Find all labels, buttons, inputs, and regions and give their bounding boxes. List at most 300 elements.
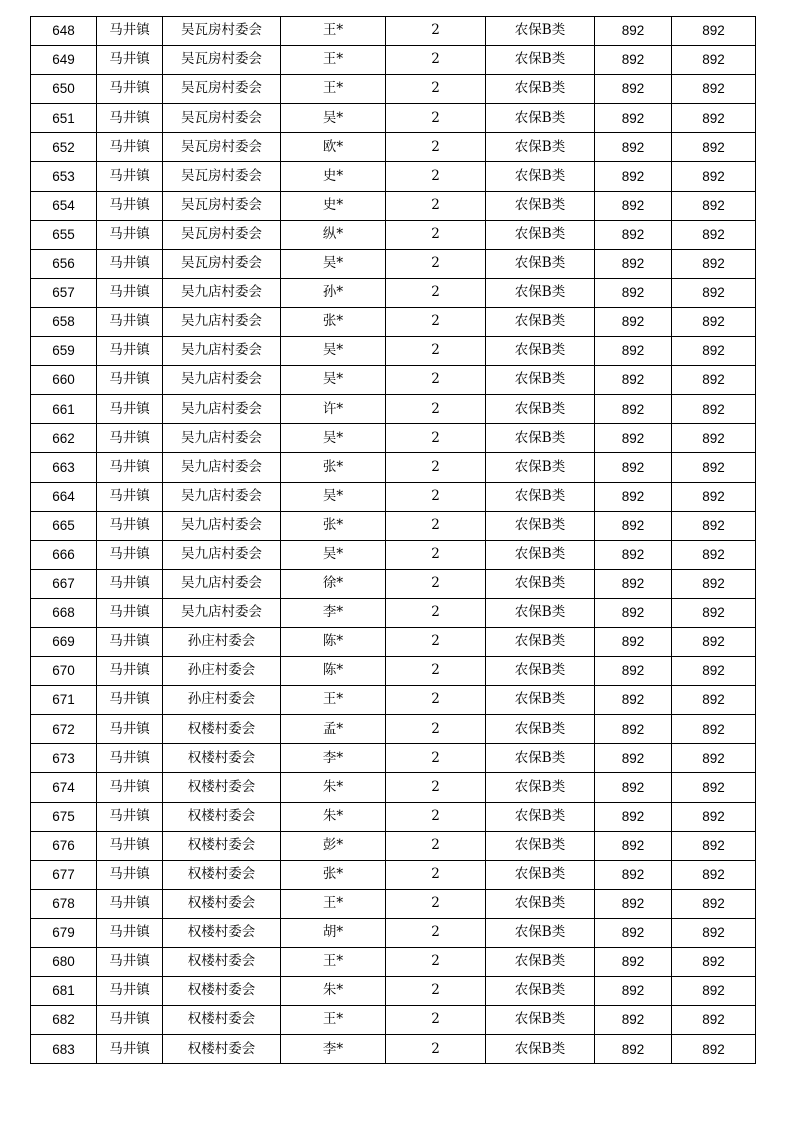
category-cell: 农保B类 (486, 395, 595, 424)
town-cell: 马井镇 (97, 220, 163, 249)
count-cell: 2 (386, 627, 486, 656)
category-cell: 农保B类 (486, 918, 595, 947)
town-cell: 马井镇 (97, 860, 163, 889)
town-cell: 马井镇 (97, 598, 163, 627)
payment-amount-cell: 892 (672, 278, 756, 307)
row-number-cell: 661 (31, 395, 97, 424)
name-cell: 陈* (281, 627, 386, 656)
town-cell: 马井镇 (97, 1035, 163, 1064)
category-cell: 农保B类 (486, 220, 595, 249)
payment-amount-cell: 892 (672, 569, 756, 598)
category-cell: 农保B类 (486, 337, 595, 366)
table-row (31, 424, 756, 453)
row-number-cell: 657 (31, 278, 97, 307)
row-number-cell: 668 (31, 598, 97, 627)
name-cell: 吴* (281, 540, 386, 569)
payment-amount-cell: 892 (672, 860, 756, 889)
village-committee-cell: 孙庄村委会 (163, 657, 281, 686)
category-cell: 农保B类 (486, 540, 595, 569)
village-committee-cell: 吴九店村委会 (163, 540, 281, 569)
payment-amount-cell: 892 (672, 511, 756, 540)
table-row (31, 802, 756, 831)
count-cell: 2 (386, 307, 486, 336)
row-number-cell: 678 (31, 889, 97, 918)
category-cell: 农保B类 (486, 831, 595, 860)
payment-amount-cell: 892 (672, 889, 756, 918)
category-cell: 农保B类 (486, 948, 595, 977)
village-committee-cell: 吴瓦房村委会 (163, 17, 281, 46)
table-body (31, 17, 756, 1064)
name-cell: 王* (281, 46, 386, 75)
village-committee-cell: 吴瓦房村委会 (163, 104, 281, 133)
name-cell: 欧* (281, 133, 386, 162)
payment-amount-cell: 892 (672, 482, 756, 511)
village-committee-cell: 吴九店村委会 (163, 278, 281, 307)
standard-amount-cell: 892 (595, 366, 672, 395)
payment-amount-cell: 892 (672, 802, 756, 831)
village-committee-cell: 权楼村委会 (163, 802, 281, 831)
name-cell: 吴* (281, 482, 386, 511)
village-committee-cell: 吴瓦房村委会 (163, 75, 281, 104)
village-committee-cell: 吴瓦房村委会 (163, 220, 281, 249)
name-cell: 纵* (281, 220, 386, 249)
category-cell: 农保B类 (486, 627, 595, 656)
table-row (31, 278, 756, 307)
table-row (31, 948, 756, 977)
table-row (31, 889, 756, 918)
count-cell: 2 (386, 511, 486, 540)
table-row (31, 104, 756, 133)
name-cell: 陈* (281, 657, 386, 686)
row-number-cell: 650 (31, 75, 97, 104)
name-cell: 吴* (281, 337, 386, 366)
standard-amount-cell: 892 (595, 773, 672, 802)
payment-amount-cell: 892 (672, 366, 756, 395)
category-cell: 农保B类 (486, 598, 595, 627)
name-cell: 朱* (281, 802, 386, 831)
standard-amount-cell: 892 (595, 75, 672, 104)
name-cell: 许* (281, 395, 386, 424)
standard-amount-cell: 892 (595, 220, 672, 249)
town-cell: 马井镇 (97, 715, 163, 744)
count-cell: 2 (386, 453, 486, 482)
standard-amount-cell: 892 (595, 17, 672, 46)
standard-amount-cell: 892 (595, 133, 672, 162)
name-cell: 吴* (281, 366, 386, 395)
category-cell: 农保B类 (486, 569, 595, 598)
standard-amount-cell: 892 (595, 162, 672, 191)
standard-amount-cell: 892 (595, 1006, 672, 1035)
town-cell: 马井镇 (97, 627, 163, 656)
table-row (31, 657, 756, 686)
name-cell: 王* (281, 1006, 386, 1035)
count-cell: 2 (386, 918, 486, 947)
category-cell: 农保B类 (486, 133, 595, 162)
subsidy-roster-table (30, 16, 756, 1064)
category-cell: 农保B类 (486, 977, 595, 1006)
name-cell: 朱* (281, 773, 386, 802)
village-committee-cell: 孙庄村委会 (163, 627, 281, 656)
town-cell: 马井镇 (97, 773, 163, 802)
table-row (31, 773, 756, 802)
category-cell: 农保B类 (486, 860, 595, 889)
town-cell: 马井镇 (97, 278, 163, 307)
count-cell: 2 (386, 249, 486, 278)
town-cell: 马井镇 (97, 686, 163, 715)
name-cell: 张* (281, 453, 386, 482)
category-cell: 农保B类 (486, 511, 595, 540)
name-cell: 李* (281, 598, 386, 627)
town-cell: 马井镇 (97, 831, 163, 860)
category-cell: 农保B类 (486, 75, 595, 104)
payment-amount-cell: 892 (672, 744, 756, 773)
category-cell: 农保B类 (486, 715, 595, 744)
town-cell: 马井镇 (97, 657, 163, 686)
row-number-cell: 675 (31, 802, 97, 831)
category-cell: 农保B类 (486, 482, 595, 511)
table-row (31, 918, 756, 947)
row-number-cell: 652 (31, 133, 97, 162)
table-row (31, 569, 756, 598)
town-cell: 马井镇 (97, 569, 163, 598)
town-cell: 马井镇 (97, 948, 163, 977)
standard-amount-cell: 892 (595, 977, 672, 1006)
payment-amount-cell: 892 (672, 948, 756, 977)
village-committee-cell: 吴瓦房村委会 (163, 46, 281, 75)
row-number-cell: 677 (31, 860, 97, 889)
name-cell: 李* (281, 1035, 386, 1064)
payment-amount-cell: 892 (672, 395, 756, 424)
row-number-cell: 667 (31, 569, 97, 598)
category-cell: 农保B类 (486, 1006, 595, 1035)
table-row (31, 337, 756, 366)
row-number-cell: 659 (31, 337, 97, 366)
category-cell: 农保B类 (486, 249, 595, 278)
table-row (31, 627, 756, 656)
table-row (31, 75, 756, 104)
town-cell: 马井镇 (97, 366, 163, 395)
village-committee-cell: 权楼村委会 (163, 1006, 281, 1035)
table-row (31, 133, 756, 162)
standard-amount-cell: 892 (595, 598, 672, 627)
category-cell: 农保B类 (486, 773, 595, 802)
count-cell: 2 (386, 802, 486, 831)
town-cell: 马井镇 (97, 162, 163, 191)
standard-amount-cell: 892 (595, 307, 672, 336)
standard-amount-cell: 892 (595, 1035, 672, 1064)
town-cell: 马井镇 (97, 104, 163, 133)
standard-amount-cell: 892 (595, 511, 672, 540)
town-cell: 马井镇 (97, 977, 163, 1006)
payment-amount-cell: 892 (672, 686, 756, 715)
town-cell: 马井镇 (97, 511, 163, 540)
village-committee-cell: 权楼村委会 (163, 744, 281, 773)
count-cell: 2 (386, 889, 486, 918)
count-cell: 2 (386, 278, 486, 307)
count-cell: 2 (386, 482, 486, 511)
name-cell: 孟* (281, 715, 386, 744)
town-cell: 马井镇 (97, 337, 163, 366)
table-row (31, 395, 756, 424)
count-cell: 2 (386, 977, 486, 1006)
row-number-cell: 676 (31, 831, 97, 860)
table-row (31, 453, 756, 482)
village-committee-cell: 吴九店村委会 (163, 395, 281, 424)
count-cell: 2 (386, 860, 486, 889)
table-row (31, 744, 756, 773)
table-row (31, 715, 756, 744)
table-row (31, 540, 756, 569)
standard-amount-cell: 892 (595, 889, 672, 918)
table-row (31, 860, 756, 889)
standard-amount-cell: 892 (595, 424, 672, 453)
category-cell: 农保B类 (486, 1035, 595, 1064)
name-cell: 张* (281, 511, 386, 540)
standard-amount-cell: 892 (595, 482, 672, 511)
town-cell: 马井镇 (97, 744, 163, 773)
name-cell: 李* (281, 744, 386, 773)
payment-amount-cell: 892 (672, 249, 756, 278)
count-cell: 2 (386, 569, 486, 598)
category-cell: 农保B类 (486, 307, 595, 336)
count-cell: 2 (386, 162, 486, 191)
town-cell: 马井镇 (97, 395, 163, 424)
table-row (31, 482, 756, 511)
village-committee-cell: 孙庄村委会 (163, 686, 281, 715)
payment-amount-cell: 892 (672, 598, 756, 627)
payment-amount-cell: 892 (672, 133, 756, 162)
payment-amount-cell: 892 (672, 17, 756, 46)
standard-amount-cell: 892 (595, 249, 672, 278)
row-number-cell: 682 (31, 1006, 97, 1035)
category-cell: 农保B类 (486, 17, 595, 46)
town-cell: 马井镇 (97, 133, 163, 162)
town-cell: 马井镇 (97, 307, 163, 336)
row-number-cell: 655 (31, 220, 97, 249)
village-committee-cell: 吴九店村委会 (163, 366, 281, 395)
standard-amount-cell: 892 (595, 569, 672, 598)
name-cell: 王* (281, 686, 386, 715)
payment-amount-cell: 892 (672, 540, 756, 569)
category-cell: 农保B类 (486, 191, 595, 220)
town-cell: 马井镇 (97, 918, 163, 947)
row-number-cell: 654 (31, 191, 97, 220)
town-cell: 马井镇 (97, 1006, 163, 1035)
row-number-cell: 648 (31, 17, 97, 46)
count-cell: 2 (386, 744, 486, 773)
count-cell: 2 (386, 220, 486, 249)
row-number-cell: 663 (31, 453, 97, 482)
count-cell: 2 (386, 598, 486, 627)
row-number-cell: 651 (31, 104, 97, 133)
category-cell: 农保B类 (486, 366, 595, 395)
village-committee-cell: 吴九店村委会 (163, 569, 281, 598)
standard-amount-cell: 892 (595, 453, 672, 482)
town-cell: 马井镇 (97, 249, 163, 278)
row-number-cell: 680 (31, 948, 97, 977)
count-cell: 2 (386, 366, 486, 395)
village-committee-cell: 权楼村委会 (163, 918, 281, 947)
row-number-cell: 664 (31, 482, 97, 511)
standard-amount-cell: 892 (595, 540, 672, 569)
village-committee-cell: 吴瓦房村委会 (163, 191, 281, 220)
table-row (31, 1006, 756, 1035)
payment-amount-cell: 892 (672, 307, 756, 336)
standard-amount-cell: 892 (595, 395, 672, 424)
row-number-cell: 681 (31, 977, 97, 1006)
village-committee-cell: 吴瓦房村委会 (163, 249, 281, 278)
count-cell: 2 (386, 424, 486, 453)
standard-amount-cell: 892 (595, 860, 672, 889)
row-number-cell: 683 (31, 1035, 97, 1064)
row-number-cell: 662 (31, 424, 97, 453)
category-cell: 农保B类 (486, 744, 595, 773)
payment-amount-cell: 892 (672, 1035, 756, 1064)
category-cell: 农保B类 (486, 657, 595, 686)
table-row (31, 46, 756, 75)
row-number-cell: 672 (31, 715, 97, 744)
payment-amount-cell: 892 (672, 337, 756, 366)
payment-amount-cell: 892 (672, 162, 756, 191)
count-cell: 2 (386, 831, 486, 860)
standard-amount-cell: 892 (595, 657, 672, 686)
payment-amount-cell: 892 (672, 918, 756, 947)
payment-amount-cell: 892 (672, 424, 756, 453)
count-cell: 2 (386, 1006, 486, 1035)
count-cell: 2 (386, 46, 486, 75)
row-number-cell: 649 (31, 46, 97, 75)
village-committee-cell: 吴九店村委会 (163, 482, 281, 511)
standard-amount-cell: 892 (595, 686, 672, 715)
table-row (31, 249, 756, 278)
row-number-cell: 658 (31, 307, 97, 336)
row-number-cell: 653 (31, 162, 97, 191)
table-row (31, 220, 756, 249)
name-cell: 王* (281, 75, 386, 104)
table-row (31, 307, 756, 336)
town-cell: 马井镇 (97, 75, 163, 104)
count-cell: 2 (386, 1035, 486, 1064)
name-cell: 吴* (281, 424, 386, 453)
count-cell: 2 (386, 104, 486, 133)
village-committee-cell: 权楼村委会 (163, 773, 281, 802)
town-cell: 马井镇 (97, 802, 163, 831)
payment-amount-cell: 892 (672, 773, 756, 802)
table-row (31, 17, 756, 46)
village-committee-cell: 吴九店村委会 (163, 307, 281, 336)
row-number-cell: 674 (31, 773, 97, 802)
table-row (31, 831, 756, 860)
standard-amount-cell: 892 (595, 104, 672, 133)
name-cell: 张* (281, 860, 386, 889)
row-number-cell: 673 (31, 744, 97, 773)
count-cell: 2 (386, 686, 486, 715)
row-number-cell: 665 (31, 511, 97, 540)
village-committee-cell: 吴九店村委会 (163, 598, 281, 627)
name-cell: 孙* (281, 278, 386, 307)
standard-amount-cell: 892 (595, 278, 672, 307)
standard-amount-cell: 892 (595, 802, 672, 831)
name-cell: 彭* (281, 831, 386, 860)
town-cell: 马井镇 (97, 482, 163, 511)
village-committee-cell: 吴九店村委会 (163, 453, 281, 482)
standard-amount-cell: 892 (595, 627, 672, 656)
name-cell: 王* (281, 948, 386, 977)
village-committee-cell: 权楼村委会 (163, 1035, 281, 1064)
village-committee-cell: 权楼村委会 (163, 948, 281, 977)
name-cell: 王* (281, 17, 386, 46)
payment-amount-cell: 892 (672, 104, 756, 133)
payment-amount-cell: 892 (672, 977, 756, 1006)
standard-amount-cell: 892 (595, 191, 672, 220)
name-cell: 吴* (281, 104, 386, 133)
payment-amount-cell: 892 (672, 715, 756, 744)
payment-amount-cell: 892 (672, 46, 756, 75)
standard-amount-cell: 892 (595, 918, 672, 947)
village-committee-cell: 权楼村委会 (163, 831, 281, 860)
category-cell: 农保B类 (486, 162, 595, 191)
village-committee-cell: 吴九店村委会 (163, 511, 281, 540)
table-row (31, 191, 756, 220)
table-row (31, 366, 756, 395)
row-number-cell: 669 (31, 627, 97, 656)
name-cell: 史* (281, 191, 386, 220)
category-cell: 农保B类 (486, 424, 595, 453)
row-number-cell: 679 (31, 918, 97, 947)
village-committee-cell: 权楼村委会 (163, 889, 281, 918)
table-row (31, 686, 756, 715)
standard-amount-cell: 892 (595, 948, 672, 977)
town-cell: 马井镇 (97, 540, 163, 569)
village-committee-cell: 吴瓦房村委会 (163, 162, 281, 191)
category-cell: 农保B类 (486, 46, 595, 75)
name-cell: 徐* (281, 569, 386, 598)
row-number-cell: 666 (31, 540, 97, 569)
row-number-cell: 671 (31, 686, 97, 715)
name-cell: 史* (281, 162, 386, 191)
table-row (31, 511, 756, 540)
standard-amount-cell: 892 (595, 337, 672, 366)
payment-amount-cell: 892 (672, 657, 756, 686)
name-cell: 胡* (281, 918, 386, 947)
category-cell: 农保B类 (486, 802, 595, 831)
count-cell: 2 (386, 133, 486, 162)
row-number-cell: 670 (31, 657, 97, 686)
standard-amount-cell: 892 (595, 715, 672, 744)
standard-amount-cell: 892 (595, 831, 672, 860)
count-cell: 2 (386, 715, 486, 744)
count-cell: 2 (386, 337, 486, 366)
name-cell: 朱* (281, 977, 386, 1006)
count-cell: 2 (386, 191, 486, 220)
category-cell: 农保B类 (486, 104, 595, 133)
town-cell: 马井镇 (97, 46, 163, 75)
name-cell: 吴* (281, 249, 386, 278)
name-cell: 张* (281, 307, 386, 336)
row-number-cell: 656 (31, 249, 97, 278)
village-committee-cell: 权楼村委会 (163, 715, 281, 744)
table-row (31, 1035, 756, 1064)
count-cell: 2 (386, 657, 486, 686)
standard-amount-cell: 892 (595, 744, 672, 773)
town-cell: 马井镇 (97, 453, 163, 482)
town-cell: 马井镇 (97, 191, 163, 220)
town-cell: 马井镇 (97, 889, 163, 918)
count-cell: 2 (386, 75, 486, 104)
table-row (31, 977, 756, 1006)
village-committee-cell: 吴九店村委会 (163, 337, 281, 366)
village-committee-cell: 吴九店村委会 (163, 424, 281, 453)
